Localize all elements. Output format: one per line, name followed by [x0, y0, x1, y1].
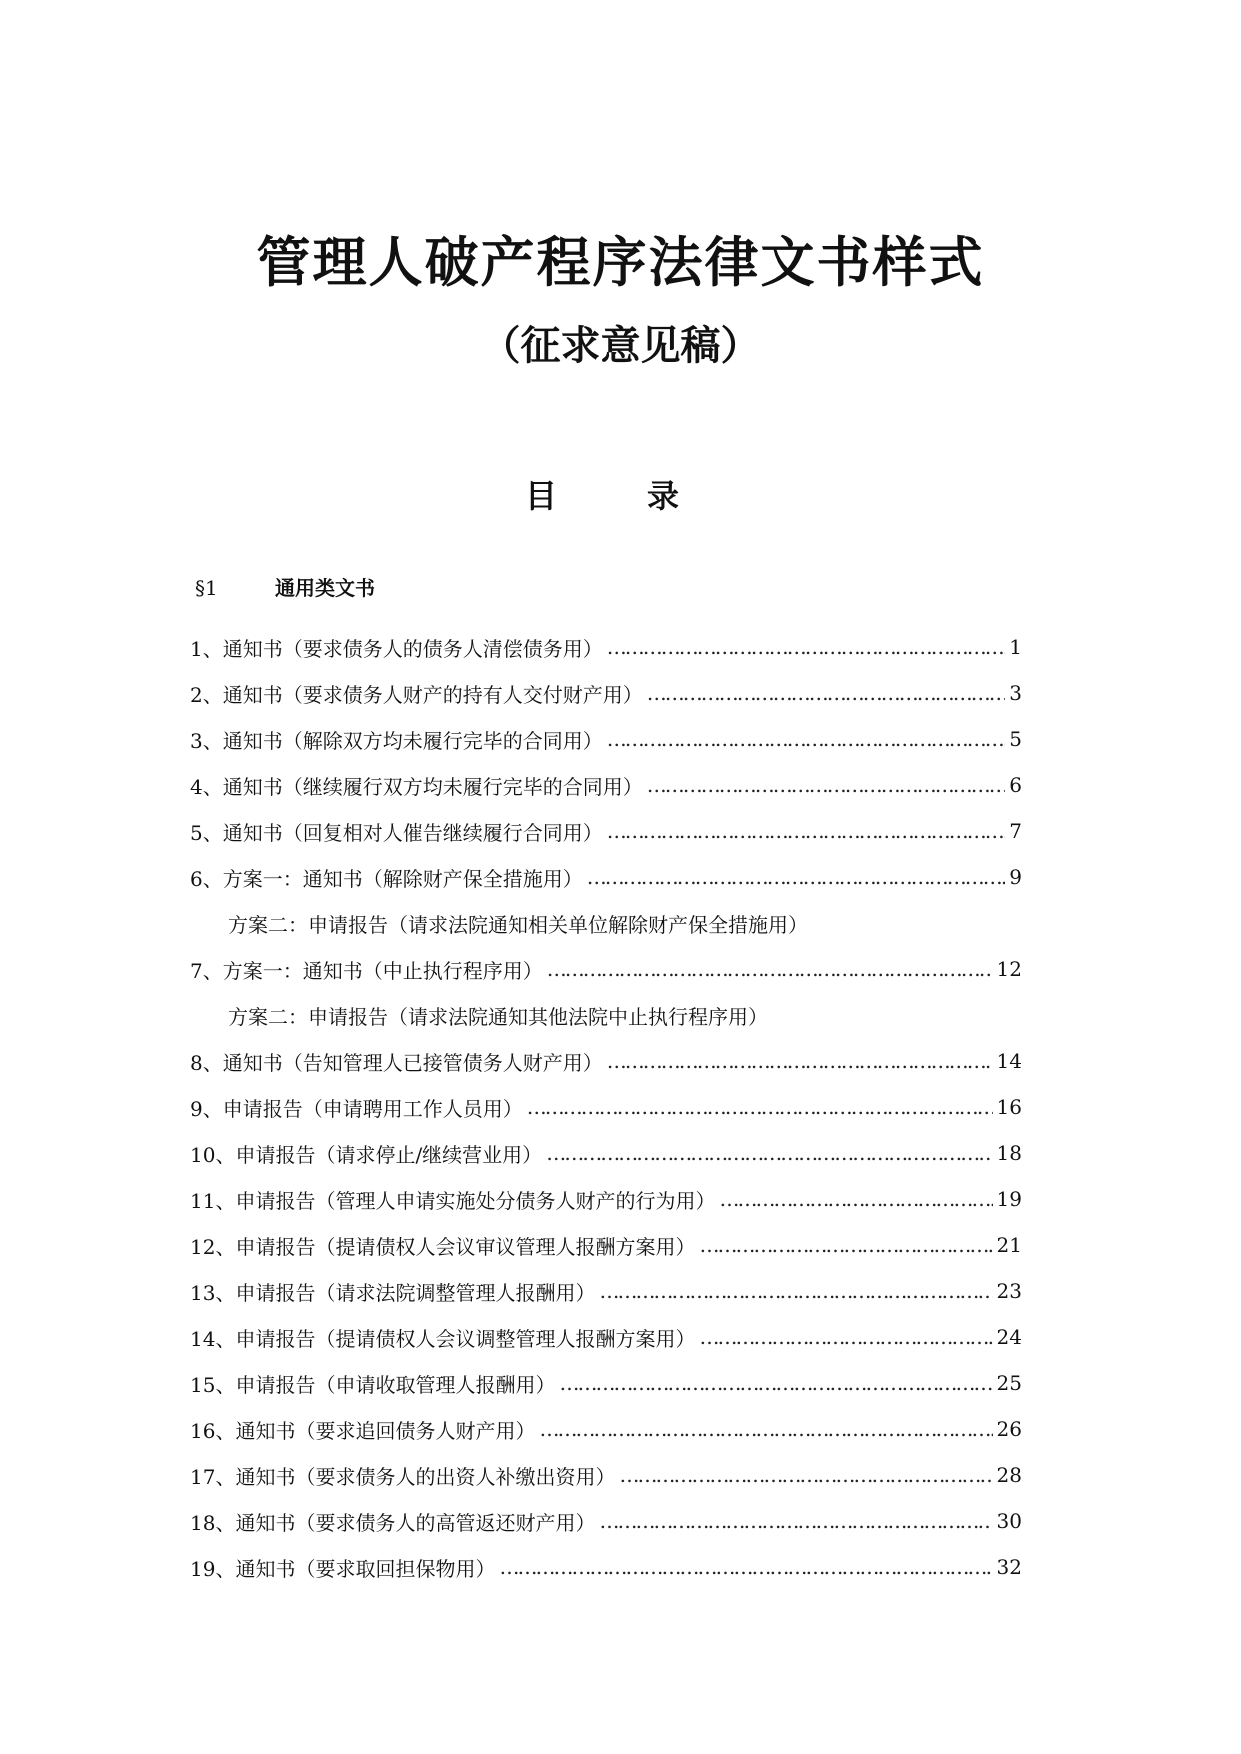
dot-leader [719, 1186, 992, 1212]
toc-entry-page: 16 [996, 1095, 1022, 1119]
toc-entry-label: 18、通知书（要求债务人的高管返还财产用） [190, 1510, 596, 1535]
toc-entry-page: 26 [996, 1417, 1022, 1441]
toc-entry-label: 9、申请报告（申请聘用工作人员用） [190, 1096, 523, 1121]
toc-subentry[interactable] [190, 900, 1022, 946]
toc-entry-label: 14、申请报告（提请债权人会议调整管理人报酬方案用） [190, 1326, 696, 1351]
dot-leader [559, 1370, 992, 1396]
dot-leader [599, 1508, 992, 1534]
toc-entry[interactable] [190, 1038, 1022, 1084]
toc-entry-label: 6、方案一：通知书（解除财产保全措施用） [190, 866, 583, 891]
toc-entry-label: 5、通知书（回复相对人催告继续履行合同用） [190, 820, 603, 845]
toc-entry-label: 7、方案一：通知书（中止执行程序用） [190, 958, 543, 983]
dot-leader [587, 864, 1006, 890]
toc-entry[interactable] [190, 624, 1022, 670]
toc-entry-page: 12 [996, 957, 1022, 981]
toc-heading-char-2: 录 [647, 477, 680, 515]
toc-entry-label: 19、通知书（要求取回担保物用） [190, 1556, 496, 1581]
toc-entry-page: 14 [996, 1049, 1022, 1073]
toc-entry-label: 方案二：申请报告（请求法院通知其他法院中止执行程序用） [228, 1004, 768, 1029]
toc-entry-label: 8、通知书（告知管理人已接管债务人财产用） [190, 1050, 603, 1075]
toc-entry-page: 7 [1009, 819, 1022, 843]
toc-entry-page: 23 [996, 1279, 1022, 1303]
toc-entry[interactable] [190, 854, 1022, 900]
toc-entry-page: 32 [996, 1555, 1022, 1579]
dot-leader [499, 1554, 992, 1580]
toc-entry-page: 18 [996, 1141, 1022, 1165]
dot-leader [619, 1462, 992, 1488]
toc-entry-page: 30 [996, 1509, 1022, 1533]
toc-entry-label: 13、申请报告（请求法院调整管理人报酬用） [190, 1280, 596, 1305]
section-number: §1 [195, 576, 218, 600]
toc-entry-label: 11、申请报告（管理人申请实施处分债务人财产的行为用） [190, 1188, 716, 1213]
toc-entry-label: 10、申请报告（请求停止/继续营业用） [190, 1142, 543, 1167]
toc-entry-page: 25 [996, 1371, 1022, 1395]
toc-entry-label: 方案二：申请报告（请求法院通知相关单位解除财产保全措施用） [228, 912, 808, 937]
toc-entry-page: 1 [1009, 635, 1022, 659]
toc-entry-page: 9 [1009, 865, 1022, 889]
toc-entry-label: 15、申请报告（申请收取管理人报酬用） [190, 1372, 556, 1397]
toc-entry[interactable] [190, 946, 1022, 992]
toc-entry-page: 28 [996, 1463, 1022, 1487]
toc-entry-page: 21 [996, 1233, 1022, 1257]
section-title: 通用类文书 [275, 576, 375, 600]
document-subtitle: （征求意见稿） [480, 323, 761, 369]
toc-entry-label: 4、通知书（继续履行双方均未履行完毕的合同用） [190, 774, 643, 799]
toc-entry-page: 6 [1009, 773, 1022, 797]
dot-leader [547, 956, 993, 982]
dot-leader [607, 818, 1006, 844]
dot-leader [539, 1416, 992, 1442]
toc-entry[interactable] [190, 762, 1022, 808]
toc-entry[interactable] [190, 1268, 1022, 1314]
document-title: 管理人破产程序法律文书样式 [256, 231, 985, 294]
toc-heading [525, 474, 679, 518]
dot-leader [699, 1324, 992, 1350]
toc-entry[interactable] [190, 1498, 1022, 1544]
toc-entry[interactable] [190, 1544, 1022, 1590]
toc-entry-page: 3 [1009, 681, 1022, 705]
toc-entry[interactable] [190, 1360, 1022, 1406]
dot-leader [699, 1232, 992, 1258]
dot-leader [647, 772, 1006, 798]
toc-entry-label: 17、通知书（要求债务人的出资人补缴出资用） [190, 1464, 616, 1489]
toc-entry[interactable] [190, 1222, 1022, 1268]
toc-entry-label: 1、通知书（要求债务人的债务人清偿债务用） [190, 636, 603, 661]
toc-entry[interactable] [190, 1452, 1022, 1498]
dot-leader [607, 726, 1006, 752]
toc-entry-page: 24 [996, 1325, 1022, 1349]
toc-entry[interactable] [190, 1314, 1022, 1360]
section-header [195, 573, 375, 603]
dot-leader [607, 1048, 993, 1074]
dot-leader [607, 634, 1006, 660]
toc-entry-page: 19 [996, 1187, 1022, 1211]
toc-entry[interactable] [190, 1130, 1022, 1176]
toc-entry-label: 3、通知书（解除双方均未履行完毕的合同用） [190, 728, 603, 753]
toc-entry[interactable] [190, 808, 1022, 854]
toc-entry[interactable] [190, 1084, 1022, 1130]
dot-leader [599, 1278, 992, 1304]
toc-entry[interactable] [190, 1406, 1022, 1452]
toc-entry-page: 5 [1009, 727, 1022, 751]
toc-entry[interactable] [190, 670, 1022, 716]
dot-leader [647, 680, 1006, 706]
toc-entry-label: 2、通知书（要求债务人财产的持有人交付财产用） [190, 682, 643, 707]
dot-leader [546, 1140, 992, 1166]
toc-entry[interactable] [190, 1176, 1022, 1222]
table-of-contents [190, 624, 1022, 1590]
dot-leader [527, 1094, 993, 1120]
toc-entry[interactable] [190, 716, 1022, 762]
toc-entry-label: 12、申请报告（提请债权人会议审议管理人报酬方案用） [190, 1234, 696, 1259]
toc-entry-label: 16、通知书（要求追回债务人财产用） [190, 1418, 536, 1443]
toc-heading-char-1: 目 [525, 477, 558, 515]
toc-subentry[interactable] [190, 992, 1022, 1038]
